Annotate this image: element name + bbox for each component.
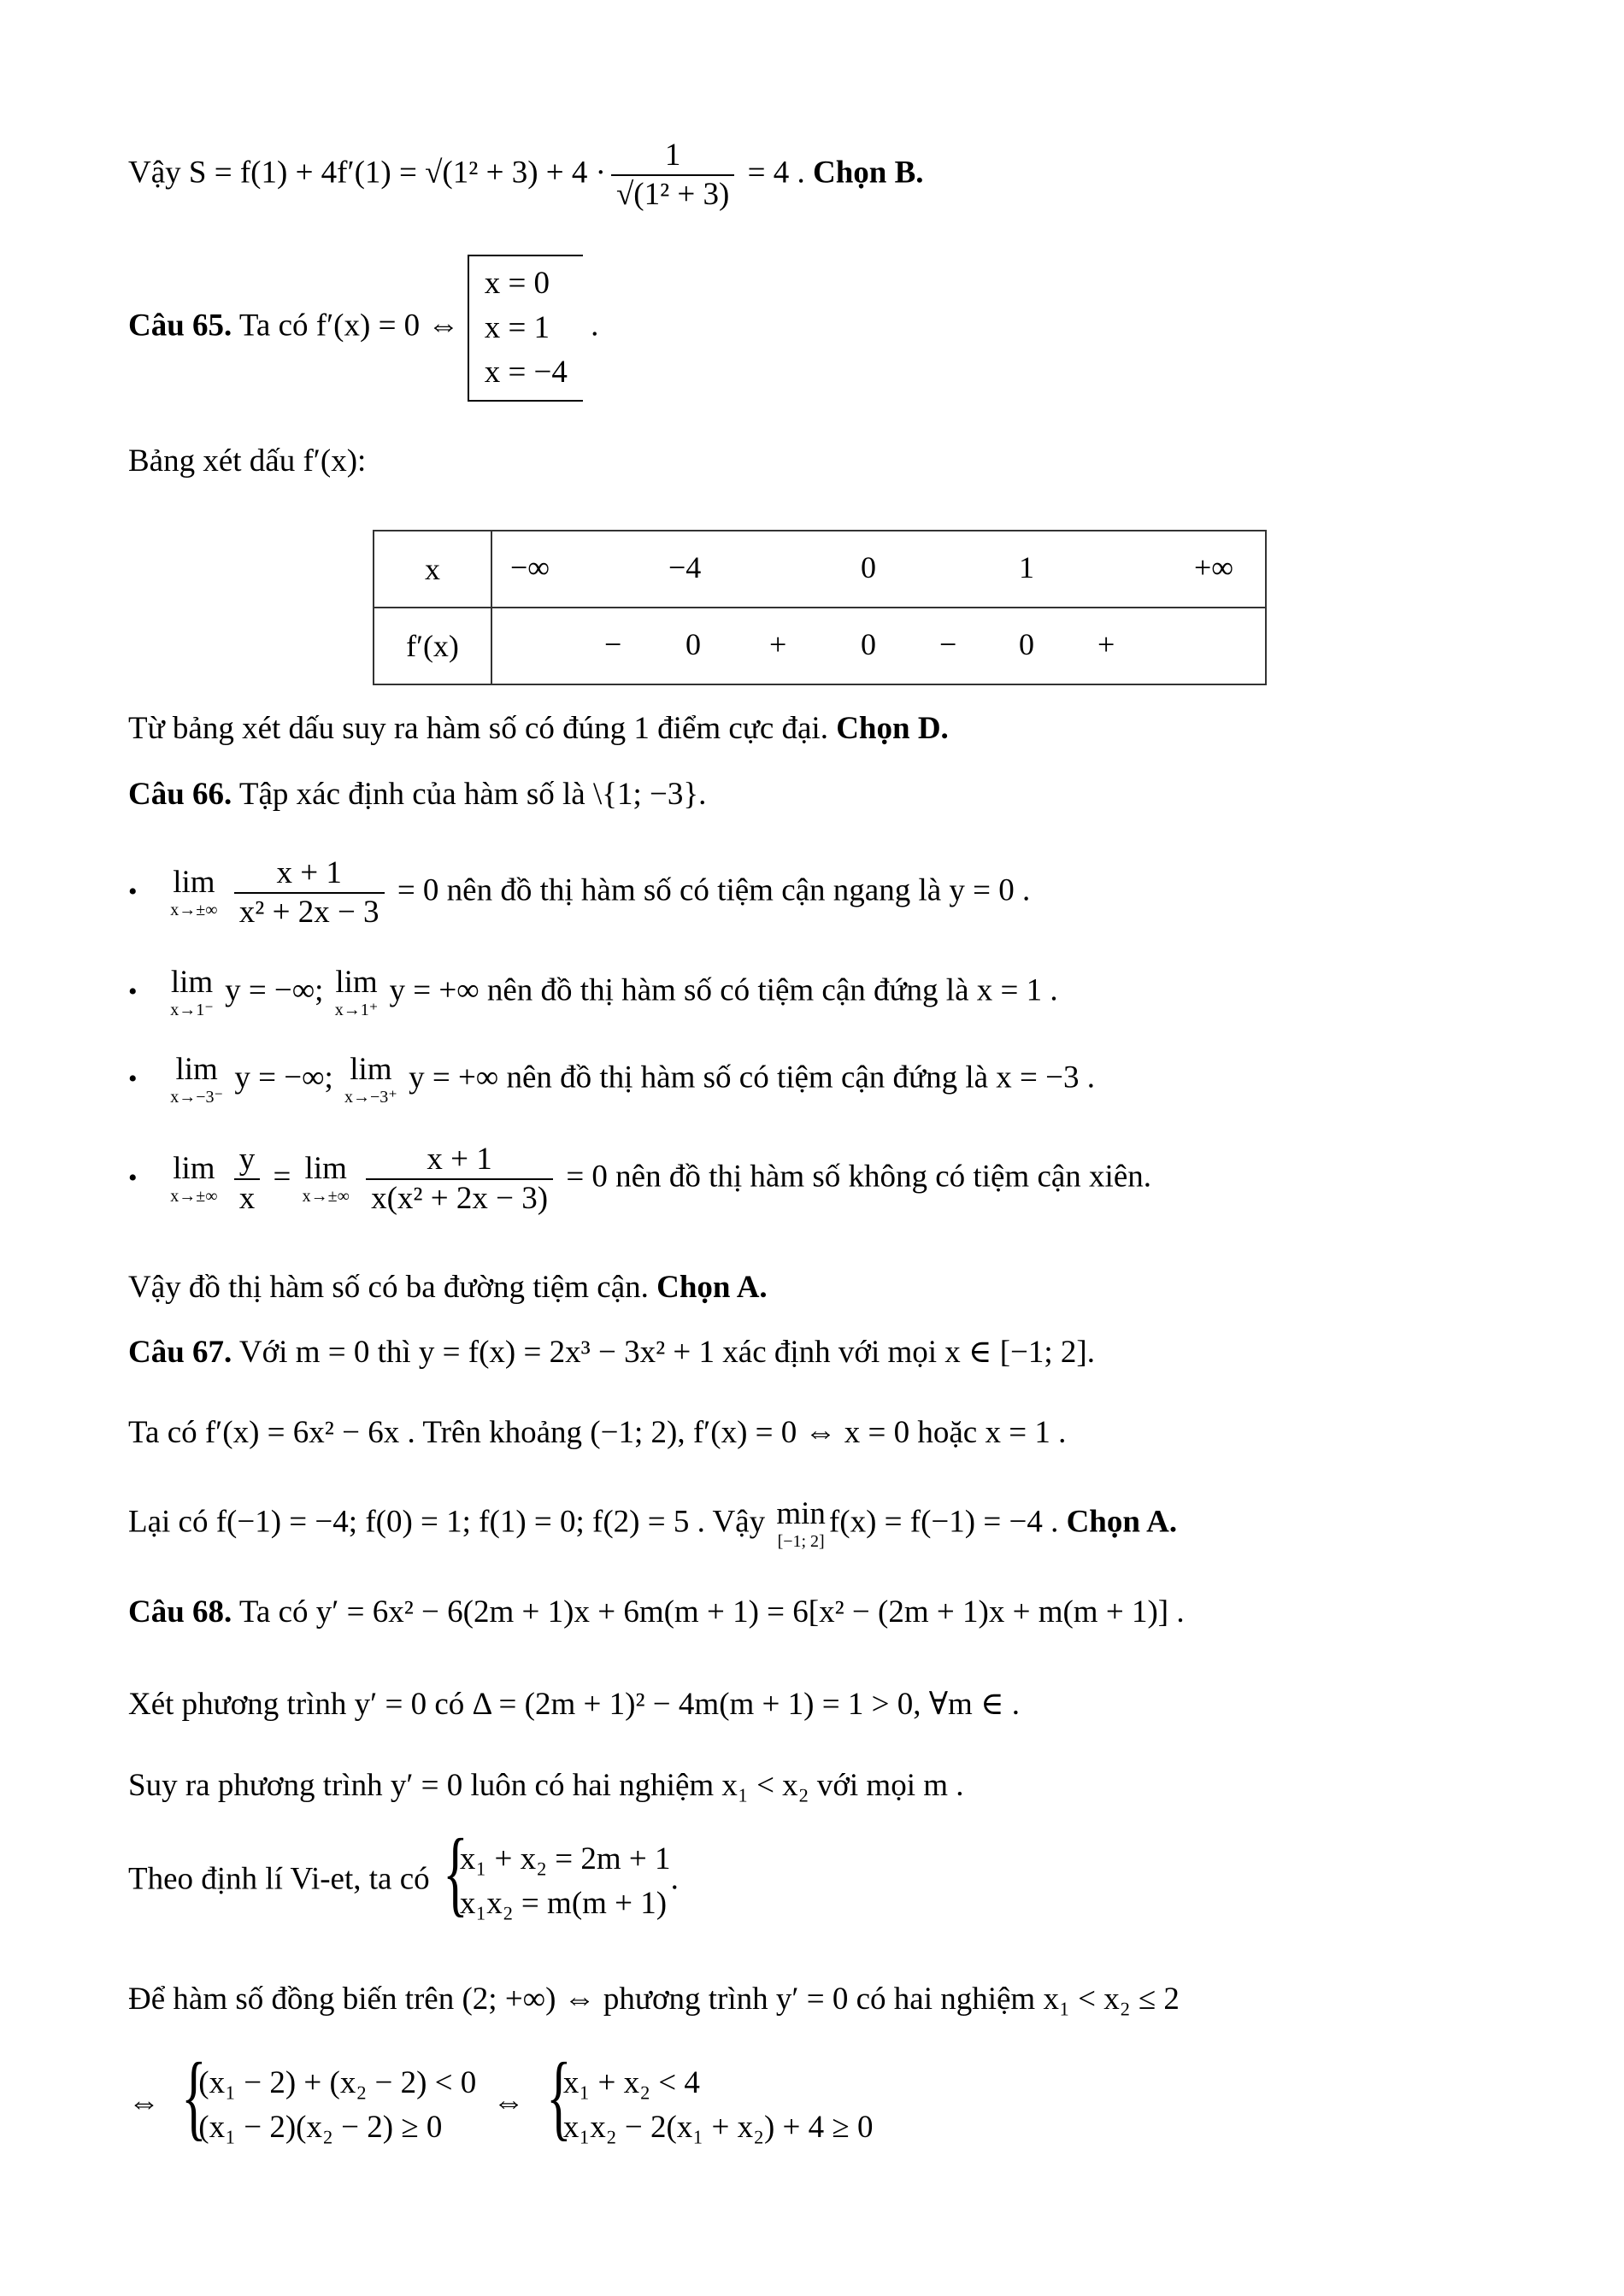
- equivalence-symbol: ⇔: [128, 2085, 160, 2121]
- answer-choice: Chọn A.: [656, 1270, 768, 1305]
- limit-word: lim: [173, 1151, 215, 1186]
- system-line: { x₁ + x₂ < 4: [562, 2065, 700, 2100]
- limit-word: lim: [350, 1052, 392, 1087]
- table-header-fprime: f′(x): [374, 608, 491, 684]
- question-label: Câu 67.: [128, 1335, 232, 1370]
- bullet-icon: •: [128, 1164, 138, 1193]
- limit: [170, 866, 217, 920]
- table-cell: 0: [1019, 627, 1034, 661]
- table-cell: −∞: [510, 550, 550, 584]
- limit-word: lim: [173, 865, 215, 900]
- text: Xét phương trình y′ = 0 có Δ = (2m + 1)² − 4m(m + 1) = 1 > 0, ∀m ∈ .: [128, 1687, 1020, 1722]
- question-66: [128, 773, 706, 816]
- limit: [303, 1152, 350, 1207]
- equation-system: [176, 2061, 476, 2150]
- text: Bảng xét dấu f′(x):: [128, 443, 367, 479]
- conclusion-q65: [128, 708, 949, 750]
- limit-word: lim: [175, 1052, 218, 1087]
- text: =: [265, 1159, 299, 1195]
- limit-subscript: x→±∞: [170, 1187, 218, 1206]
- bullet-icon: •: [128, 1065, 138, 1094]
- text: Vậy: [128, 155, 189, 191]
- fraction: [611, 137, 734, 214]
- min-word: min: [776, 1496, 826, 1531]
- table-cell: 0: [861, 550, 876, 584]
- text: y = +∞ nên đồ thị hàm số có tiệm cận đứng là x = −3 .: [400, 1060, 1096, 1095]
- text: = 0 nên đồ thị hàm số không có tiệm cận xiên.: [566, 1159, 1151, 1195]
- fraction: [234, 854, 385, 931]
- system-line: (x₁ − 2)(x₂ − 2) ≥ 0: [198, 2110, 443, 2145]
- limit: [170, 1152, 217, 1207]
- text: y = −∞;: [227, 1060, 341, 1095]
- table-cell: −: [604, 627, 622, 661]
- text: .: [670, 1861, 679, 1897]
- minimum-operator: [776, 1497, 826, 1552]
- limit-subscript: x→±∞: [302, 1187, 350, 1206]
- bullet-icon: •: [128, 978, 138, 1007]
- denominator: x: [234, 1178, 261, 1218]
- question-68: [128, 1591, 1185, 1634]
- equation-system: [541, 2061, 874, 2150]
- denominator: x(x² + 2x − 3): [366, 1178, 553, 1218]
- limit-subscript: x→±∞: [170, 901, 218, 919]
- table-row-x: [491, 531, 1266, 608]
- question-67-line-3: [128, 1497, 1177, 1552]
- numerator: x + 1: [427, 1142, 492, 1177]
- system-line: x₁x₂ = m(m + 1): [459, 1886, 668, 1921]
- limit-word: lim: [335, 965, 378, 1000]
- text: Ta có f′(x) = 6x² − 6x . Trên khoảng (−1; 2), f′(x) = 0 ⇔ x = 0 hoặc x = 1 .: [128, 1415, 1067, 1450]
- system-line: { x₁ + x₂ = 2m + 1: [459, 1841, 671, 1876]
- system-line: { (x₁ − 2) + (x₂ − 2) < 0: [198, 2065, 477, 2100]
- text: Ta có y′ = 6x² − 6(2m + 1)x + 6m(m + 1) = 6[x² − (2m + 1)x + m(m + 1)] .: [232, 1594, 1185, 1630]
- table-cell: +: [769, 627, 787, 661]
- table-cell: +∞: [1194, 550, 1233, 584]
- table-cell: 0: [685, 627, 701, 661]
- question-68-line-2: [128, 1683, 1020, 1726]
- text: Với m = 0 thì y = f(x) = 2x³ − 3x² + 1 xác định với mọi x ∈ [−1; 2].: [232, 1335, 1095, 1370]
- conclusion-q64: [128, 137, 924, 214]
- bullet-vertical-asymptote-1: [128, 966, 1058, 1020]
- case-item: x = 1: [484, 310, 550, 345]
- sign-table: [373, 530, 1267, 685]
- limit: [170, 1053, 223, 1107]
- table-cell: −: [939, 627, 957, 661]
- text: Để hàm số đồng biến trên (2; +∞) ⇔ phương trình y′ = 0 có hai nghiệm x₁ < x₂ ≤ 2: [128, 1982, 1180, 2017]
- denominator: x² + 2x − 3: [234, 892, 385, 931]
- text: Lại có f(−1) = −4; f(0) = 1; f(1) = 0; f(2) = 5 . Vậy: [128, 1504, 774, 1540]
- case-item: x = −4: [484, 355, 568, 390]
- question-65: [128, 255, 598, 402]
- case-bracket: [468, 255, 583, 402]
- table-cell: +: [1097, 627, 1115, 661]
- math-expression: S = f(1) + 4f′(1) = √(1² + 3) + 4 ·: [188, 155, 606, 191]
- text: = 4 .: [739, 155, 805, 191]
- conclusion-q66: [128, 1266, 768, 1309]
- numerator: y: [238, 1142, 256, 1177]
- case-item: x = 0: [484, 266, 550, 301]
- text: Từ bảng xét dấu suy ra hàm số có đúng 1 điểm cực đại.: [128, 711, 837, 746]
- question-68-line-3: [128, 1765, 964, 1807]
- table-cell: 0: [861, 627, 876, 661]
- text: Tập xác định của hàm số là \{1; −3}.: [232, 777, 707, 812]
- text: f(x) = f(−1) = −4 .: [828, 1504, 1067, 1540]
- limit: [170, 966, 214, 1020]
- text: Theo định lí Vi-et, ta có: [128, 1861, 438, 1897]
- bullet-icon: •: [128, 878, 138, 907]
- table-cell: 1: [1019, 550, 1034, 584]
- text: = 0 nên đồ thị hàm số có tiệm cận ngang là y = 0 .: [397, 872, 1031, 908]
- text: Ta có f′(x) = 0 ⇔: [232, 308, 460, 344]
- fraction: [234, 1141, 261, 1218]
- text: y = +∞ nên đồ thị hàm số có tiệm cận đứng là x = 1 .: [381, 972, 1058, 1008]
- equation-system: [438, 1837, 671, 1926]
- bullet-oblique-asymptote: [128, 1141, 1151, 1218]
- bullet-horizontal-asymptote: [128, 854, 1030, 931]
- fraction: [366, 1141, 553, 1218]
- limit: [335, 966, 379, 1020]
- equivalence-symbol: ⇔: [492, 2085, 525, 2121]
- question-label: Câu 65.: [128, 308, 232, 344]
- text: Suy ra phương trình y′ = 0 luôn có hai nghiệm x₁ < x₂ với mọi m .: [128, 1768, 964, 1803]
- text: .: [591, 308, 599, 344]
- limit-word: lim: [170, 965, 214, 1000]
- limit-subscript: x→−3⁻: [170, 1088, 224, 1107]
- system-line: x₁x₂ − 2(x₁ + x₂) + 4 ≥ 0: [562, 2110, 874, 2145]
- text: y = −∞;: [216, 972, 332, 1008]
- table-row-fprime: [491, 608, 1266, 684]
- answer-choice: Chọn B.: [813, 155, 924, 191]
- question-68-systems: [128, 2061, 873, 2150]
- sign-table-title: [128, 440, 366, 483]
- question-68-line-5: [128, 1978, 1180, 2021]
- min-subscript: [−1; 2]: [777, 1532, 825, 1551]
- question-68-vieta: [128, 1837, 679, 1926]
- table-cell: −4: [668, 550, 702, 584]
- limit: [344, 1053, 397, 1107]
- numerator: x + 1: [276, 855, 342, 890]
- question-label: Câu 66.: [128, 777, 232, 812]
- question-67-line-2: [128, 1412, 1066, 1454]
- question-67: [128, 1331, 1095, 1374]
- answer-choice: Chọn A.: [1066, 1504, 1178, 1540]
- denominator: √(1² + 3): [611, 174, 734, 214]
- limit-subscript: x→1⁻: [170, 1001, 214, 1019]
- limit-subscript: x→1⁺: [334, 1001, 379, 1019]
- limit-word: lim: [304, 1151, 347, 1186]
- answer-choice: Chọn D.: [836, 711, 949, 746]
- question-label: Câu 68.: [128, 1594, 232, 1630]
- limit-subscript: x→−3⁺: [344, 1088, 397, 1107]
- bullet-vertical-asymptote-2: [128, 1053, 1095, 1107]
- text: Vậy đồ thị hàm số có ba đường tiệm cận.: [128, 1270, 657, 1305]
- numerator: 1: [664, 138, 681, 173]
- table-header-x: x: [374, 531, 491, 608]
